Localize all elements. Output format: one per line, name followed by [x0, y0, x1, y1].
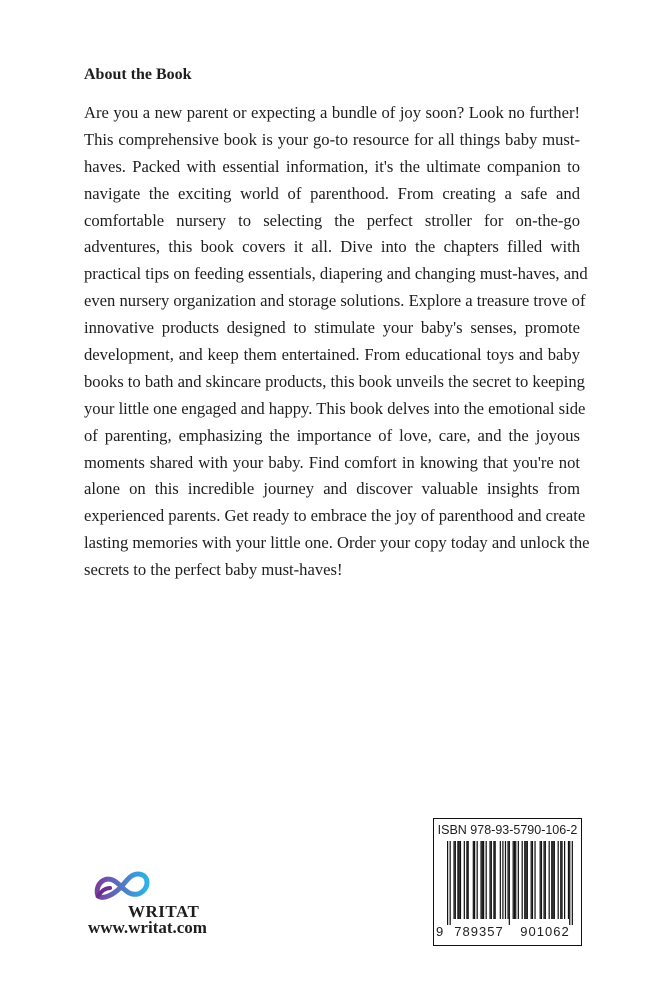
- barcode-bar: [500, 841, 501, 919]
- barcode-bar: [505, 841, 506, 919]
- barcode-bar: [558, 841, 559, 919]
- barcode-bar: [507, 841, 508, 919]
- publisher-url: www.writat.com: [88, 918, 207, 937]
- barcode-digits: [436, 924, 579, 939]
- barcode-bar: [534, 841, 535, 919]
- description-line: Are you a new parent or expecting a bundle of joy soon? Look no further!: [84, 103, 580, 122]
- barcode-bar: [460, 841, 461, 919]
- barcode-bar: [549, 841, 550, 919]
- barcode-bar: [524, 841, 525, 919]
- barcode-bar: [541, 841, 542, 919]
- description-line: experienced parents. Get ready to embrace the joy of parenthood and create: [84, 506, 586, 526]
- barcode-bar: [482, 841, 483, 919]
- description-line: adventures, this book covers it all. Dive into the chapters filled with: [84, 237, 580, 257]
- barcode-bar: [468, 841, 469, 919]
- description-line: books to bath and skincare products, this book unveils the secret to keeping: [84, 371, 585, 391]
- barcode-bar: [450, 841, 451, 925]
- barcode-bar: [477, 841, 478, 919]
- barcode-bars: [447, 841, 573, 925]
- isbn-label: ISBN 978-93-5790-106-2: [437, 823, 578, 837]
- barcode-bar: [502, 841, 503, 919]
- barcode-bar: [447, 841, 448, 925]
- barcode-bar: [473, 841, 474, 919]
- barcode-bar: [527, 841, 528, 919]
- description-line: haves. Packed with essential information, it's the ultimate companion to: [84, 156, 580, 176]
- infinity-logo-icon: [92, 866, 156, 906]
- description-line: development, and keep them entertained. From educational toys and baby: [84, 345, 580, 365]
- barcode-digits-right: 901062: [520, 924, 570, 939]
- barcode-bar: [493, 841, 494, 919]
- description-line: practical tips on feeding essentials, diapering and changing must-haves, and: [84, 264, 588, 284]
- about-heading: About the Book: [84, 66, 192, 83]
- barcode-bar: [522, 841, 523, 919]
- barcode-bar: [569, 841, 570, 925]
- barcode-bar: [531, 841, 532, 919]
- barcode-bar: [459, 841, 460, 919]
- description-line: lasting memories with your little one. Order your copy today and unlock the: [84, 533, 590, 553]
- description-line: alone on this incredible journey and discover valuable insights from: [84, 479, 580, 499]
- barcode-bar: [564, 841, 565, 919]
- barcode-bar: [560, 841, 561, 919]
- description-line: even nursery organization and storage solutions. Explore a treasure trove of: [84, 291, 586, 311]
- barcode-bar: [457, 841, 458, 919]
- publisher-logo: [88, 866, 248, 946]
- barcode-bar: [486, 841, 487, 919]
- barcode-bar: [514, 841, 515, 919]
- isbn-barcode: [433, 818, 582, 946]
- description-line: of parenting, emphasizing the importance of love, care, and the joyous: [84, 425, 580, 445]
- barcode-bar: [489, 841, 490, 919]
- description-line: moments shared with your baby. Find comfort in knowing that you're not: [84, 452, 580, 472]
- barcode-bar: [474, 841, 475, 919]
- barcode-bar: [483, 841, 484, 919]
- description-line: navigate the exciting world of parenthood. From creating a safe and: [84, 183, 580, 203]
- barcode-bar: [480, 841, 481, 919]
- barcode-bar: [464, 841, 465, 919]
- barcode-bar: [572, 841, 573, 925]
- publisher-brand: WRITAT: [128, 902, 200, 921]
- barcode-bar: [513, 841, 514, 919]
- barcode-bar: [509, 841, 510, 925]
- barcode-bar: [455, 841, 456, 919]
- barcode-bar: [515, 841, 516, 919]
- description-line: comfortable nursery to selecting the perfect stroller for on-the-go: [84, 210, 580, 230]
- barcode-bar: [491, 841, 492, 919]
- description-line: This comprehensive book is your go-to resource for all things baby must-: [84, 129, 580, 149]
- barcode-bar: [545, 841, 546, 919]
- description-line: secrets to the perfect baby must-haves!: [84, 560, 343, 580]
- barcode-bar: [540, 841, 541, 919]
- barcode-bar: [568, 841, 569, 919]
- barcode-bar: [543, 841, 544, 919]
- barcode-bar: [466, 841, 467, 919]
- barcode-bar: [551, 841, 552, 919]
- barcode-bar: [561, 841, 562, 919]
- barcode-digits-left: 789357: [454, 924, 504, 939]
- barcode-bar: [525, 841, 526, 919]
- barcode-bar: [495, 841, 496, 919]
- barcode-bar: [518, 841, 519, 919]
- description-line: your little one engaged and happy. This book delves into the emotional side: [84, 398, 586, 418]
- barcode-digit-first: 9: [436, 924, 444, 939]
- barcode-bar: [453, 841, 454, 919]
- book-description: [84, 100, 590, 584]
- barcode-bar: [552, 841, 553, 919]
- barcode-bar: [554, 841, 555, 919]
- description-line: innovative products designed to stimulate your baby's senses, promote: [84, 318, 580, 338]
- barcode-bar: [532, 841, 533, 919]
